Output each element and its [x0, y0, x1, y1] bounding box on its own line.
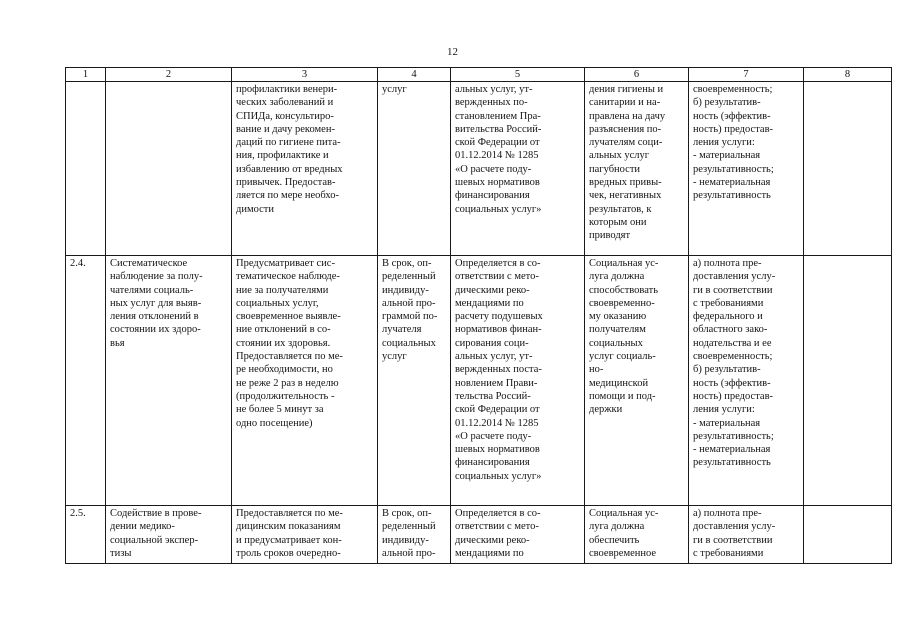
service-indicators: а) полнота пре- доставления услу- ги в соответствии с требованиями федерального и областного зако- нодательства и ее своевременность; б) результатив- ность (эффектив- ность) предостав- ления услуги: - материальная результативность; - нематериальная результативность: [689, 256, 804, 506]
service-extra: [804, 82, 892, 256]
column-header-description: 3: [232, 68, 378, 82]
column-header-conditions: 6: [585, 68, 689, 82]
service-name: [106, 82, 232, 256]
service-description: профилактики венери- ческих заболеваний и СПИДа, консультиро- вание и дачу рекомен- даций по гигиене пита- ния, профилактике и избавлению от вредных привычек. Предостав- ляется по мере необхо- димости: [232, 82, 378, 256]
row-number: [66, 82, 106, 256]
service-term: В срок, оп- ределенный индивиду- альной про-: [378, 506, 451, 564]
row-number: 2.5.: [66, 506, 106, 564]
header-row: [66, 68, 892, 82]
row-number: 2.4.: [66, 256, 106, 506]
service-term: В срок, оп- ределенный индивиду- альной про- граммой по- лучателя социальных услуг: [378, 256, 451, 506]
service-standard: Определяется в со- ответствии с мето- дическими реко- мендациями по расчету подушевых нормативов финан- сирования соци- альных услуг, ут- вержденных поста- новлением Прави- тельства Россий- ской Федерации от 01.12.2014 № 1285 «О расчете поду- шевых нормативов финансирования социальных услуг»: [451, 256, 585, 506]
service-conditions: дения гигиены и санитарии и на- правлена на дачу разъяснения по- лучателям соци- альных услуг пагубности вредных привы- чек, негативных результатов, к которым они приводят: [585, 82, 689, 256]
service-description: Предусматривает сис- тематическое наблюде- ние за получателями социальных услуг, своевременное выявле- ние отклонений в со- стоянии их здоровья. Предоставляется по ме- ре необходимости, но не реже 2 раз в неделю (продолжительность - не более 5 минут за одно посещение): [232, 256, 378, 506]
column-header-extra: 8: [804, 68, 892, 82]
column-header-service-name: 2: [106, 68, 232, 82]
service-extra: [804, 506, 892, 564]
column-header-term: 4: [378, 68, 451, 82]
page-number: 12: [447, 46, 458, 58]
services-table: [65, 67, 892, 564]
table-row: [66, 506, 892, 564]
service-conditions: Социальная ус- луга должна обеспечить своевременное: [585, 506, 689, 564]
service-description: Предоставляется по ме- дицинским показаниям и предусматривает кон- троль сроков очередно-: [232, 506, 378, 564]
service-standard: Определяется в со- ответствии с мето- дическими реко- мендациями по: [451, 506, 585, 564]
table-row: [66, 82, 892, 256]
table-row: [66, 256, 892, 506]
service-standard: альных услуг, ут- вержденных по- становлением Пра- вительства Россий- ской Федерации от 01.12.2014 № 1285 «О расчете поду- шевых нормативов финансирования социальных услуг»: [451, 82, 585, 256]
service-extra: [804, 256, 892, 506]
column-header-number: 1: [66, 68, 106, 82]
service-name: Содействие в прове- дении медико- социальной экспер- тизы: [106, 506, 232, 564]
service-term: услуг: [378, 82, 451, 256]
service-conditions: Социальная ус- луга должна способствовать своевременно- му оказанию получателям социальных услуг социаль- но- медицинской помощи и под- держки: [585, 256, 689, 506]
service-name: Систематическое наблюдение за полу- чателями социаль- ных услуг для выяв- ления отклонений в состоянии их здоро- вья: [106, 256, 232, 506]
service-indicators: а) полнота пре- доставления услу- ги в соответствии с требованиями: [689, 506, 804, 564]
column-header-standard: 5: [451, 68, 585, 82]
column-header-indicators: 7: [689, 68, 804, 82]
service-indicators: своевременность; б) результатив- ность (эффектив- ность) предостав- ления услуги: - материальная результативность; - нематериальная результативность: [689, 82, 804, 256]
